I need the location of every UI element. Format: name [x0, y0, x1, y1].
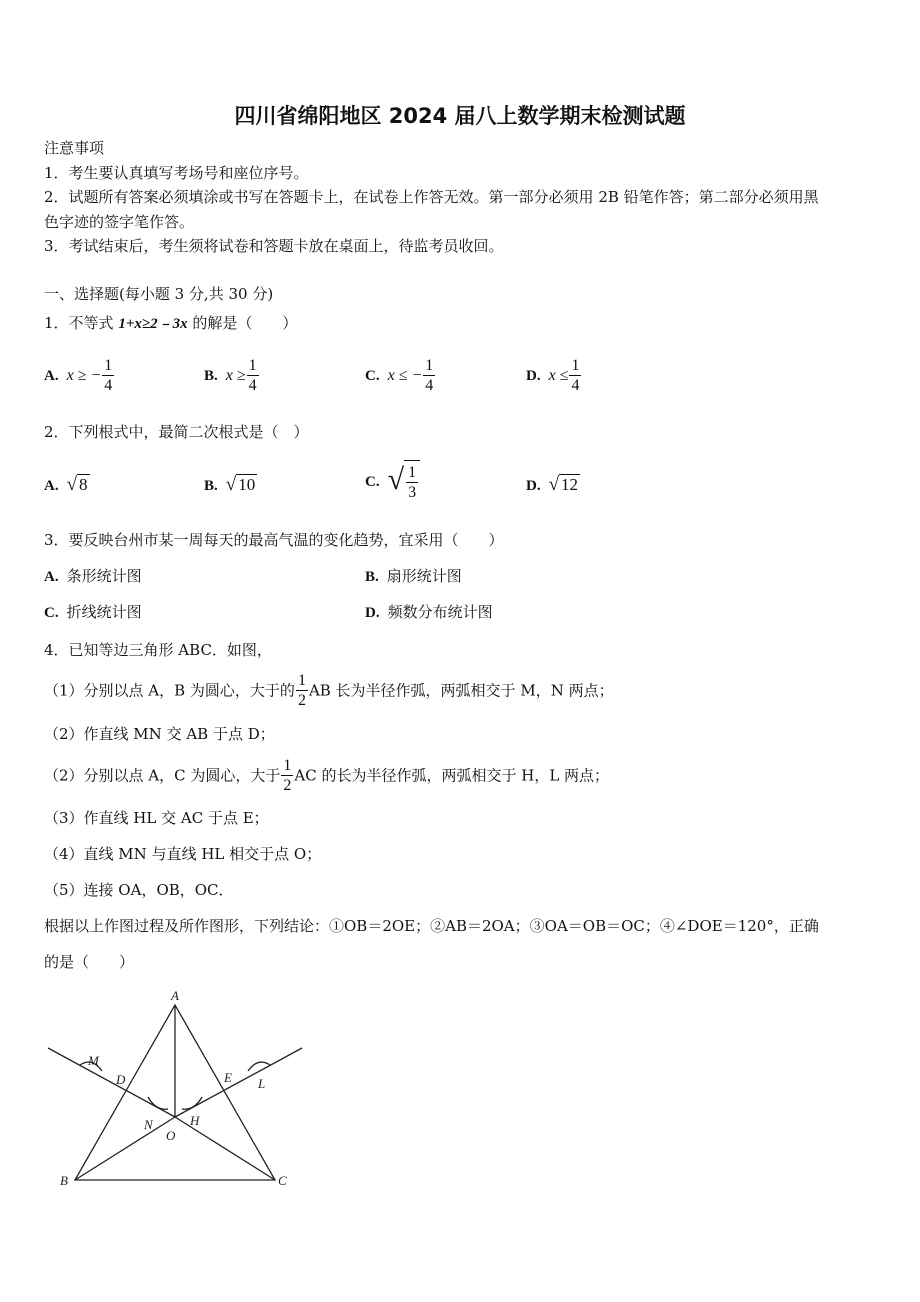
label-c: C	[278, 1173, 287, 1188]
label-h: H	[190, 1113, 200, 1128]
page-title: 四川省绵阳地区 2024 届八上数学期末检测试题	[234, 104, 686, 128]
label-o: O	[166, 1128, 176, 1143]
question-4-stem: 4．已知等边三角形 ABC．如图，	[44, 641, 272, 659]
question-3-stem: 3．要反映台州市某一周每天的最高气温的变化趋势，宜采用（ ）	[44, 531, 504, 549]
q1-option-a[interactable]: A. x ≥ − $\frac{1}{4}$	[44, 357, 113, 394]
section-heading: 一、选择题(每小题 3 分,共 30 分)	[44, 285, 274, 303]
triangle-figure	[40, 985, 310, 1195]
label-m: M	[88, 1053, 99, 1068]
q4-step-1: （1）分别以点 A，B 为圆心，大于的 $\frac{1}{2}$ AB 长为半径作弧，两弧相交于 M，N 两点；	[44, 672, 614, 709]
label-n: N	[144, 1117, 153, 1132]
q4-step-2: （2）作直线 MN 交 AB 于点 D；	[44, 725, 275, 743]
notice-item-1: 1．考生要认真填写考场号和座位序号。	[44, 164, 309, 182]
q2-option-b[interactable]: B. √ 10	[204, 474, 256, 495]
q4-step-4: （3）作直线 HL 交 AC 于点 E；	[44, 809, 269, 827]
q4-step-3: （2）分别以点 A，C 为圆心，大于 $\frac{1}{2}$ AC 的长为半径作弧，两弧相交于 H，L 两点；	[44, 757, 610, 794]
q3-option-a[interactable]: A. 条形统计图	[44, 567, 142, 585]
q4-step-5: （4）直线 MN 与直线 HL 相交于点 O；	[44, 845, 322, 863]
q2-option-d[interactable]: D. √ 12	[526, 474, 579, 495]
arc-n	[148, 1097, 168, 1109]
segment-ob	[75, 1117, 175, 1180]
q1-option-b[interactable]: B. x ≥ $\frac{1}{4}$	[204, 357, 257, 394]
q3-option-c[interactable]: C. 折线统计图	[44, 603, 142, 621]
notice-item-3: 3．考试结束后，考生须将试卷和答题卡放在桌面上，待监考员收回。	[44, 237, 504, 255]
q4-conclusion: 根据以上作图过程及所作图形，下列结论：①OB＝2OE；②AB＝2OA；③OA＝OB＝OC；④∠DOE＝120°，正确	[44, 917, 819, 935]
q3-option-b[interactable]: B. 扇形统计图	[365, 567, 462, 585]
q1-option-d[interactable]: D. x ≤ $\frac{1}{4}$	[526, 357, 580, 394]
question-1-stem: 1．不等式 1+x≥2﹣3x 的解是（ ）	[44, 314, 298, 332]
q2-option-a[interactable]: A. √ 8	[44, 474, 88, 495]
q4-conclusion-cont: 的是（ ）	[44, 953, 135, 971]
label-e: E	[224, 1070, 232, 1085]
label-a: A	[171, 988, 179, 1003]
notice-heading: 注意事项	[44, 139, 105, 157]
q3-option-d[interactable]: D. 频数分布统计图	[365, 603, 493, 621]
q2-option-c[interactable]: C. √ $\frac{1}{3}$	[365, 460, 420, 504]
notice-item-2: 2．试题所有答案必须填涂或书写在答题卡上，在试卷上作答无效。第一部分必须用 2B 铅笔作答；第二部分必须用黑	[44, 188, 819, 206]
label-b: B	[60, 1173, 68, 1188]
notice-item-2-cont: 色字迹的签字笔作答。	[44, 213, 195, 231]
q4-step-6: （5）连接 OA，OB，OC．	[44, 881, 234, 899]
q1-option-c[interactable]: C. x ≤ − $\frac{1}{4}$	[365, 357, 434, 394]
question-2-stem: 2．下列根式中，最简二次根式是（ ）	[44, 423, 309, 441]
label-l: L	[258, 1076, 266, 1091]
label-d: D	[116, 1072, 126, 1087]
arc-h	[182, 1097, 202, 1109]
